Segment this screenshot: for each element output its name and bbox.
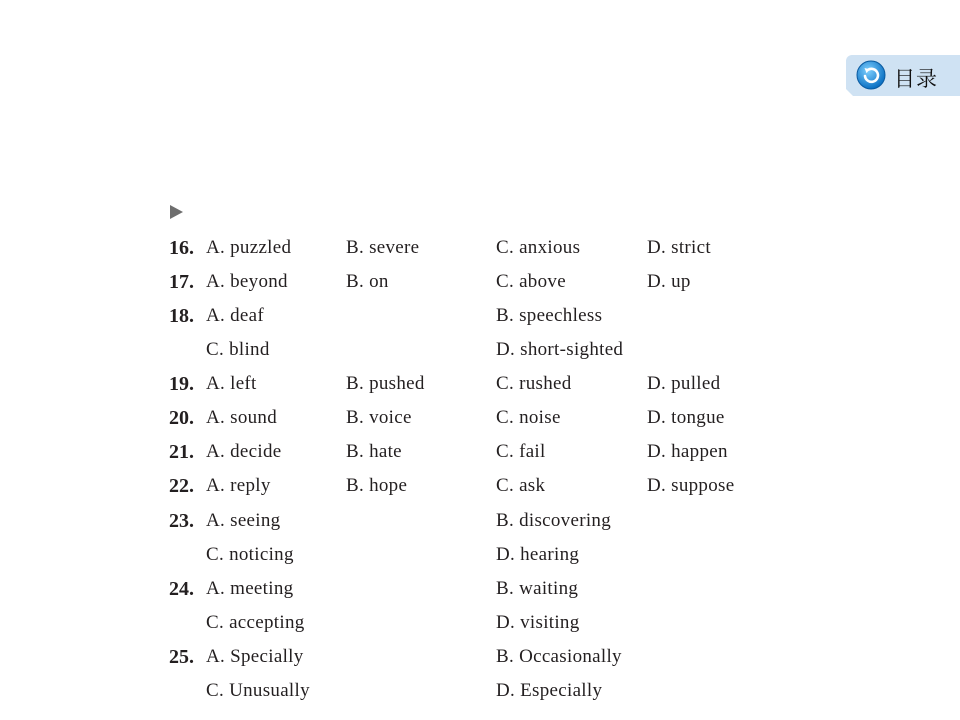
option-c[interactable]: C. accepting (206, 612, 305, 633)
option-b[interactable]: B. waiting (496, 578, 579, 599)
option-d[interactable]: D. up (647, 271, 691, 292)
table-of-contents-button[interactable] (846, 55, 960, 96)
option-a[interactable]: A. puzzled (206, 237, 292, 258)
option-d[interactable]: D. hearing (496, 544, 580, 565)
refresh-icon (856, 60, 886, 90)
option-c[interactable]: C. rushed (496, 373, 572, 394)
option-d[interactable]: D. suppose (647, 475, 735, 496)
question-number: 19. (169, 373, 194, 395)
option-a[interactable]: A. Specially (206, 646, 304, 667)
option-b[interactable]: B. voice (346, 407, 412, 428)
option-a[interactable]: A. meeting (206, 578, 294, 599)
toc-label: 目录 (894, 67, 938, 91)
question-number: 16. (169, 237, 194, 259)
question-number: 24. (169, 578, 194, 600)
option-a[interactable]: A. decide (206, 441, 282, 462)
option-d[interactable]: D. tongue (647, 407, 725, 428)
question-number: 22. (169, 475, 194, 497)
question-number: 20. (169, 407, 194, 429)
option-a[interactable]: A. deaf (206, 305, 265, 326)
option-b[interactable]: B. speechless (496, 305, 603, 326)
question-number: 23. (169, 510, 194, 532)
option-b[interactable]: B. Occasionally (496, 646, 622, 667)
question-number: 25. (169, 646, 194, 668)
option-b[interactable]: B. discovering (496, 510, 612, 531)
option-b[interactable]: B. hope (346, 475, 408, 496)
option-d[interactable]: D. strict (647, 237, 711, 258)
option-c[interactable]: C. noticing (206, 544, 294, 565)
option-a[interactable]: A. sound (206, 407, 278, 428)
question-number: 21. (169, 441, 194, 463)
question-number: 17. (169, 271, 194, 293)
option-d[interactable]: D. visiting (496, 612, 580, 633)
option-c[interactable]: C. ask (496, 475, 546, 496)
option-a[interactable]: A. beyond (206, 271, 288, 292)
option-a[interactable]: A. left (206, 373, 257, 394)
option-a[interactable]: A. reply (206, 475, 271, 496)
option-c[interactable]: C. anxious (496, 237, 581, 258)
option-b[interactable]: B. on (346, 271, 389, 292)
option-a[interactable]: A. seeing (206, 510, 281, 531)
option-c[interactable]: C. noise (496, 407, 561, 428)
option-d[interactable]: D. pulled (647, 373, 721, 394)
option-d[interactable]: D. happen (647, 441, 728, 462)
option-b[interactable]: B. pushed (346, 373, 425, 394)
question-number: 18. (169, 305, 194, 327)
option-b[interactable]: B. severe (346, 237, 420, 258)
option-d[interactable]: D. short-sighted (496, 339, 624, 360)
option-c[interactable]: C. Unusually (206, 680, 310, 701)
option-b[interactable]: B. hate (346, 441, 402, 462)
section-marker-triangle-icon (170, 205, 183, 219)
option-c[interactable]: C. fail (496, 441, 546, 462)
option-c[interactable]: C. blind (206, 339, 270, 360)
option-d[interactable]: D. Especially (496, 680, 603, 701)
option-c[interactable]: C. above (496, 271, 566, 292)
